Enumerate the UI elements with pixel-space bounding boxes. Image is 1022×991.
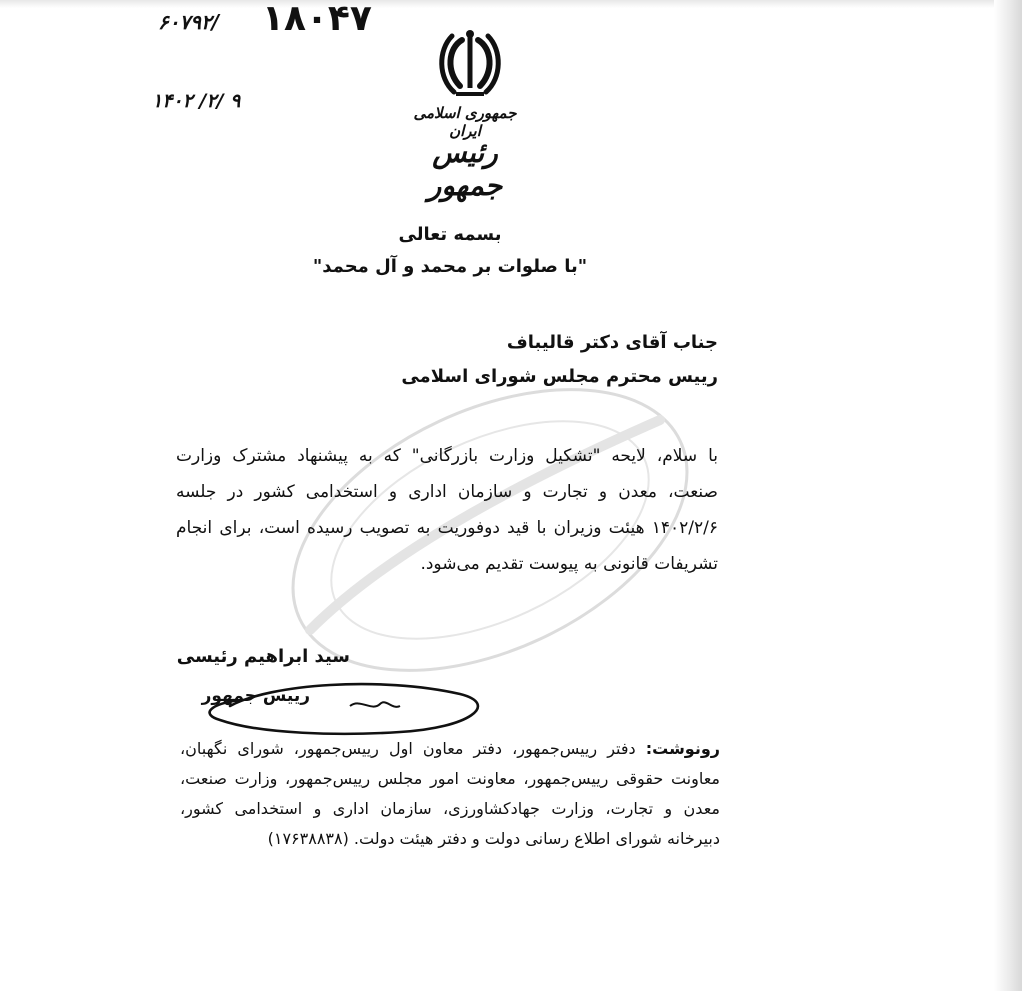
republic-title: جمهوری اسلامی ایران: [413, 104, 517, 140]
letter-body: با سلام، لایحه "تشکیل وزارت بازرگانی" که به پیشنهاد مشترک وزارت صنعت، معدن و تجارت و سازمان اداری و استخدامی کشور در جلسه ۱۴۰۲/۲/۶ هیئت وزیران با قید دوفوریت به تصویب رسیده است، برای انجام تشریفات قانونی به پیوست تقدیم می‌شود.: [176, 446, 718, 574]
registration-number: ۶۰۷۹۲/: [158, 10, 220, 34]
signer-role: رییس جمهور: [201, 686, 310, 706]
scan-edge-top: [0, 0, 1022, 8]
salawat: "با صلوات بر محمد و آل محمد": [312, 256, 588, 277]
addressee-name: جناب آقای دکتر قالیباف: [506, 332, 718, 353]
addressee: [258, 326, 718, 394]
office-title: رئیس جمهور: [427, 136, 503, 202]
cc-label: رونوشت:: [645, 739, 720, 758]
cc-recipients: دفتر رییس‌جمهور، دفتر معاون اول رییس‌جمهور، شورای نگهبان، معاونت حقوقی رییس‌جمهور، معاونت امور مجلس رییس‌جمهور، وزارت صنعت، معدن و تجارت، وزارت جهادکشاورزی، سازمان اداری و استخدامی کشور، دبیرخانه شورای اطلاع رسانی دولت و دفتر هیئت دولت. (۱۷۶۳۸۸۳۸): [180, 739, 720, 848]
addressee-title: رییس محترم مجلس شورای اسلامی: [401, 366, 718, 387]
letter-date: ۱۴۰۲ /۲/ ۹: [152, 90, 241, 112]
carbon-copy: [180, 734, 720, 854]
scan-edge-right: [994, 0, 1022, 991]
bismillah: بسمه تعالی: [398, 224, 502, 245]
signer-name: سید ابراهیم رئیسی: [176, 646, 350, 667]
letter-number: ۱۸۰۴۷: [262, 0, 372, 39]
iran-emblem-icon: [434, 28, 506, 98]
